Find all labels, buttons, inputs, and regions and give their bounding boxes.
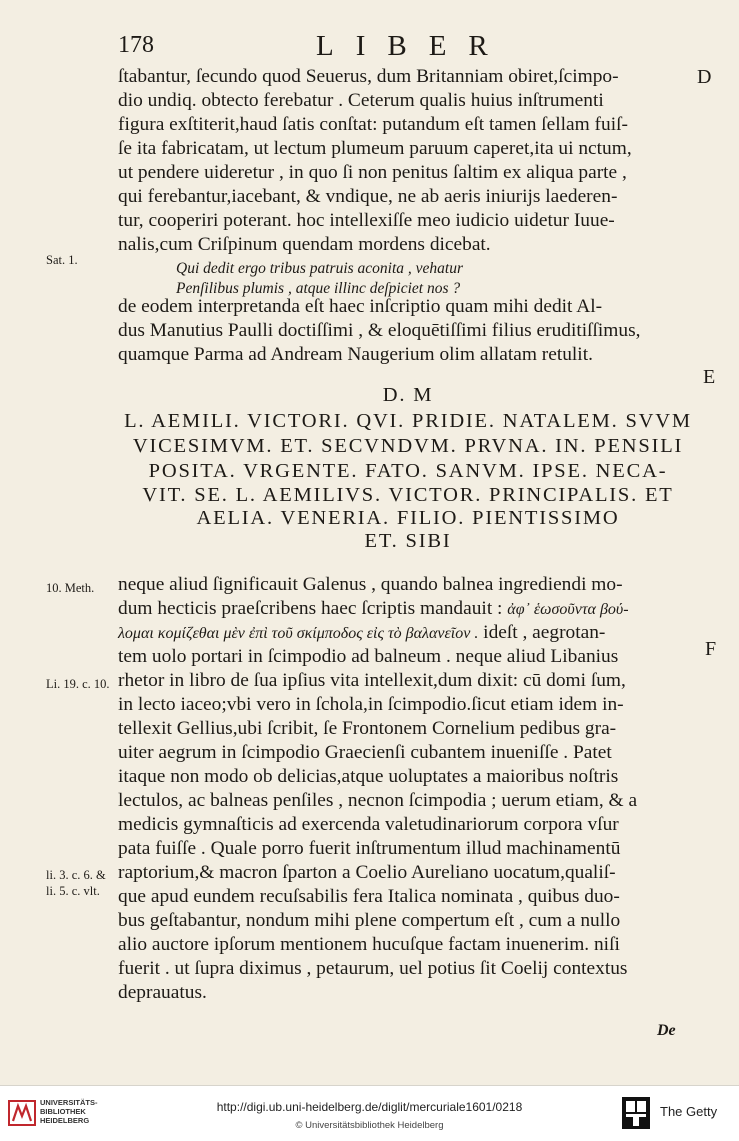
catchword: De bbox=[657, 1022, 676, 1039]
text-line: nalis,cum Criſpinum quendam mordens dicebat. bbox=[118, 234, 491, 255]
copyright-notice: © Universitätsbibliothek Heidelberg bbox=[295, 1120, 444, 1131]
section-letter: D bbox=[697, 66, 712, 88]
verse-line: Penſilibus plumis , atque illinc deſpiciet nos ? bbox=[176, 280, 461, 297]
text-line: tem uolo portari in ſcimpodio ad balneum . neque aliud Libanius bbox=[118, 646, 619, 667]
greek-text: ἀφ᾽ ἑωσοῦντα βού- bbox=[507, 601, 629, 618]
verse-line: Qui dedit ergo tribus patruis aconita , vehatur bbox=[176, 260, 464, 277]
text-line: pata fuiſſe . Quale porro fuerit inſtrumentum illud machinamentū bbox=[118, 838, 621, 859]
text-line: ut pendere uideretur , in quo ſi non penitus ſaltim ex aliqua parte , bbox=[118, 162, 627, 183]
text-line: que apud eundem recuſsabilis fera Italica nominata , quibus duo- bbox=[118, 886, 620, 907]
text-line: in lecto iaceo;vbi vero in ſchola,in ſcimpodio.ſicut etiam idem in- bbox=[118, 694, 624, 715]
text-line: quamque Parma ad Andream Naugerium olim allatam retulit. bbox=[118, 344, 593, 365]
text-line: lectulos, ac balneas penſiles , necnon ſcimpodia ; uerum etiam, & a bbox=[118, 790, 638, 811]
inscription-line: VIT. SE. L. AEMILIVS. VICTOR. PRINCIPALIS. ET bbox=[142, 484, 674, 506]
margin-note: 10. Meth. bbox=[46, 581, 95, 595]
getty-logo-icon bbox=[621, 1096, 651, 1130]
text-line: bus geſtabantur, nondum mihi plene compertum eſt , cum a nullo bbox=[118, 910, 621, 931]
library-name-line: HEIDELBERG bbox=[40, 1116, 90, 1125]
text-line: rhetor in libro de ſua ipſius vita intellexit,dum dixit: cū domi ſum, bbox=[118, 670, 626, 691]
text-line: neque aliud ſignificauit Galenus , quando balnea ingrediendi mo- bbox=[118, 574, 623, 595]
greek-text: λομαι κομίζεθαι μὲν ἐπὶ τοῦ σκίμποδος εἰς τὸ βαλανεῖον . bbox=[118, 625, 479, 642]
inscription-line: D. M bbox=[382, 384, 434, 406]
permalink-url[interactable]: http://digi.ub.uni-heidelberg.de/diglit/mercuriale1601/0218 bbox=[216, 1100, 523, 1114]
library-name-line: UNIVERSITÄTS- bbox=[40, 1098, 98, 1107]
text-line bbox=[118, 598, 629, 620]
page-number: 178 bbox=[118, 32, 154, 58]
text-line: raptorium,& macron ſparton a Coelio Aureliano uocatum,qualiſ- bbox=[118, 862, 616, 883]
running-title: LIBER bbox=[316, 30, 510, 62]
text-line: tellexit Gellius,ubi ſcribit, ſe Frontonem Cornelium pedibus gra- bbox=[118, 718, 617, 739]
text-line: medicis gymnaſticis ad exercenda valetudinariorum corpora vſur bbox=[118, 814, 619, 835]
text-line: ſe ita fabricatam, ut lectum plumeum paruum caperet,ita ui nctum, bbox=[118, 138, 632, 159]
text-line: uiter aegrum in ſcimpodio Graecienſi cubantem inueniſſe . Patet bbox=[118, 742, 612, 763]
text-line bbox=[118, 622, 605, 644]
text-line: itaque non modo ob delicias,atque uoluptates a maioribus noſtris bbox=[118, 766, 619, 787]
text-line: fuerit . ut ſupra diximus , petaurum, uel potius ſit Coelij contextus bbox=[118, 958, 628, 979]
inscription-line: POSITA. VRGENTE. FATO. SANVM. IPSE. NECA- bbox=[148, 460, 668, 482]
margin-note: li. 5. c. vlt. bbox=[46, 884, 100, 898]
text-line: de eodem interpretanda eſt haec inſcriptio quam mihi dedit Al- bbox=[118, 296, 603, 317]
library-name-line: BIBLIOTHEK bbox=[40, 1107, 86, 1116]
text-line: figura exſtiterit,haud ſatis conſtat: putandum eſt tamen ſellam fuiſ- bbox=[118, 114, 628, 135]
inscription-line: ET. SIBI bbox=[364, 530, 452, 552]
margin-note: li. 3. c. 6. & bbox=[46, 868, 106, 882]
text-line: tur, cooperiri poterant. hoc intellexiſſe meo iudicio uidetur Iuue- bbox=[118, 210, 615, 231]
text-line: qui ferebantur,iacebant, & vndique, ne ab aeris iniurijs laederen- bbox=[118, 186, 618, 207]
margin-note: Li. 19. c. 10. bbox=[46, 677, 110, 691]
text-span: dum hecticis praeſcribens haec ſcriptis mandauit : bbox=[118, 598, 508, 619]
text-line: deprauatus. bbox=[118, 982, 207, 1003]
inscription-line: AELIA. VENERIA. FILIO. PIENTISSIMO bbox=[196, 507, 620, 529]
section-letter: F bbox=[705, 638, 717, 660]
text-line: dus Manutius Paulli doctiſſimi , & eloquētiſſimi filius eruditiſſimus, bbox=[118, 320, 641, 341]
inscription-line: L. AEMILI. VICTORI. QVI. PRIDIE. NATALEM. SVVM bbox=[124, 410, 692, 432]
text-span: ideſt , aegrotan- bbox=[478, 622, 606, 643]
margin-note: Sat. 1. bbox=[46, 253, 78, 267]
text-line: ſtabantur, ſecundo quod Seuerus, dum Britanniam obiret,ſcimpo- bbox=[118, 66, 619, 87]
text-line: alio auctore ipſorum mentionem hucuſque factam inuenerim. niſi bbox=[118, 934, 620, 955]
section-letter: E bbox=[703, 366, 716, 388]
inscription-line: VICESIMVM. ET. SECVNDVM. PRVNA. IN. PENSILI bbox=[132, 435, 684, 457]
partner-name: The Getty bbox=[660, 1104, 718, 1119]
text-line: dio undiq. obtecto ferebatur . Ceterum qualis huius inſtrumenti bbox=[118, 90, 604, 111]
viewer-footer bbox=[0, 1085, 739, 1141]
